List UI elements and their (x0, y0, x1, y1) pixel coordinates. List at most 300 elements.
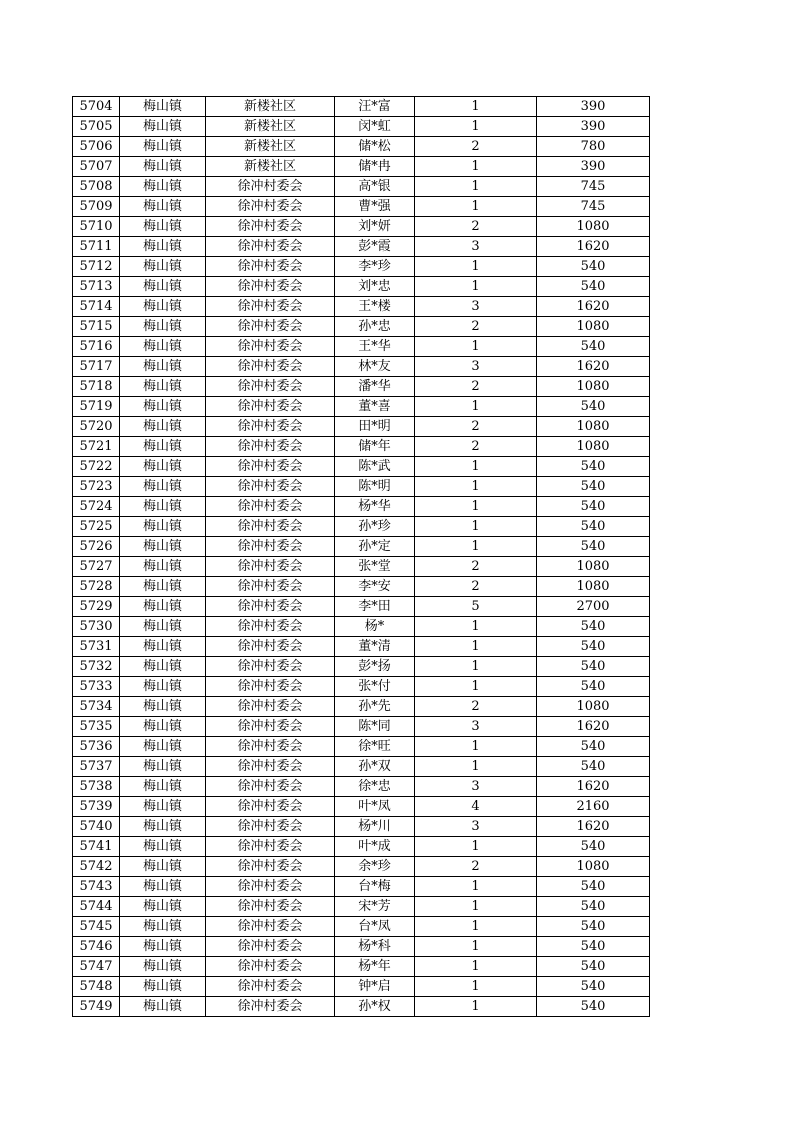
table-row (73, 497, 650, 517)
town-cell: 梅山镇 (120, 217, 206, 237)
table-row (73, 937, 650, 957)
table-row (73, 97, 650, 117)
count-cell: 1 (415, 657, 537, 677)
name-cell: 孙*权 (335, 997, 415, 1017)
community-cell: 徐冲村委会 (206, 977, 335, 997)
community-cell: 徐冲村委会 (206, 877, 335, 897)
name-cell: 余*珍 (335, 857, 415, 877)
town-cell: 梅山镇 (120, 877, 206, 897)
name-cell: 孙*先 (335, 697, 415, 717)
count-cell: 1 (415, 97, 537, 117)
count-cell: 1 (415, 677, 537, 697)
count-cell: 2 (415, 437, 537, 457)
town-cell: 梅山镇 (120, 517, 206, 537)
count-cell: 3 (415, 297, 537, 317)
count-cell: 3 (415, 717, 537, 737)
community-cell: 徐冲村委会 (206, 437, 335, 457)
count-cell: 1 (415, 537, 537, 557)
serial-number-cell: 5711 (73, 237, 120, 257)
serial-number-cell: 5746 (73, 937, 120, 957)
name-cell: 刘*忠 (335, 277, 415, 297)
table-row (73, 897, 650, 917)
name-cell: 储*冉 (335, 157, 415, 177)
community-cell: 徐冲村委会 (206, 557, 335, 577)
town-cell: 梅山镇 (120, 817, 206, 837)
serial-number-cell: 5743 (73, 877, 120, 897)
amount-cell: 1620 (537, 777, 650, 797)
town-cell: 梅山镇 (120, 617, 206, 637)
table-row (73, 957, 650, 977)
table-row (73, 977, 650, 997)
name-cell: 储*年 (335, 437, 415, 457)
serial-number-cell: 5708 (73, 177, 120, 197)
town-cell: 梅山镇 (120, 977, 206, 997)
table-row (73, 237, 650, 257)
community-cell: 徐冲村委会 (206, 217, 335, 237)
serial-number-cell: 5719 (73, 397, 120, 417)
table-row (73, 537, 650, 557)
town-cell: 梅山镇 (120, 997, 206, 1017)
town-cell: 梅山镇 (120, 477, 206, 497)
serial-number-cell: 5737 (73, 757, 120, 777)
amount-cell: 1080 (537, 217, 650, 237)
count-cell: 1 (415, 517, 537, 537)
serial-number-cell: 5749 (73, 997, 120, 1017)
table-row (73, 337, 650, 357)
name-cell: 李*安 (335, 577, 415, 597)
name-cell: 孙*双 (335, 757, 415, 777)
community-cell: 徐冲村委会 (206, 517, 335, 537)
serial-number-cell: 5741 (73, 837, 120, 857)
amount-cell: 2160 (537, 797, 650, 817)
table-row (73, 417, 650, 437)
town-cell: 梅山镇 (120, 717, 206, 737)
community-cell: 新楼社区 (206, 137, 335, 157)
town-cell: 梅山镇 (120, 697, 206, 717)
serial-number-cell: 5720 (73, 417, 120, 437)
name-cell: 台*梅 (335, 877, 415, 897)
count-cell: 1 (415, 397, 537, 417)
name-cell: 彭*扬 (335, 657, 415, 677)
community-cell: 徐冲村委会 (206, 477, 335, 497)
table-row (73, 857, 650, 877)
name-cell: 徐*旺 (335, 737, 415, 757)
table-row (73, 677, 650, 697)
count-cell: 1 (415, 937, 537, 957)
count-cell: 1 (415, 957, 537, 977)
town-cell: 梅山镇 (120, 957, 206, 977)
count-cell: 2 (415, 217, 537, 237)
community-cell: 徐冲村委会 (206, 337, 335, 357)
count-cell: 1 (415, 877, 537, 897)
count-cell: 1 (415, 977, 537, 997)
serial-number-cell: 5740 (73, 817, 120, 837)
community-cell: 徐冲村委会 (206, 497, 335, 517)
table-row (73, 657, 650, 677)
amount-cell: 1620 (537, 237, 650, 257)
name-cell: 台*凤 (335, 917, 415, 937)
count-cell: 1 (415, 497, 537, 517)
town-cell: 梅山镇 (120, 637, 206, 657)
table-row (73, 617, 650, 637)
name-cell: 田*明 (335, 417, 415, 437)
name-cell: 钟*启 (335, 977, 415, 997)
table-row (73, 137, 650, 157)
count-cell: 1 (415, 997, 537, 1017)
count-cell: 1 (415, 737, 537, 757)
town-cell: 梅山镇 (120, 437, 206, 457)
name-cell: 彭*霞 (335, 237, 415, 257)
town-cell: 梅山镇 (120, 277, 206, 297)
serial-number-cell: 5736 (73, 737, 120, 757)
amount-cell: 540 (537, 617, 650, 637)
community-cell: 徐冲村委会 (206, 237, 335, 257)
name-cell: 李*田 (335, 597, 415, 617)
serial-number-cell: 5731 (73, 637, 120, 657)
serial-number-cell: 5712 (73, 257, 120, 277)
table-row (73, 117, 650, 137)
community-cell: 徐冲村委会 (206, 697, 335, 717)
name-cell: 杨* (335, 617, 415, 637)
amount-cell: 390 (537, 117, 650, 137)
table-row (73, 217, 650, 237)
table-row (73, 777, 650, 797)
data-table (72, 96, 650, 1017)
serial-number-cell: 5748 (73, 977, 120, 997)
town-cell: 梅山镇 (120, 397, 206, 417)
table-row (73, 377, 650, 397)
town-cell: 梅山镇 (120, 197, 206, 217)
table-row (73, 477, 650, 497)
serial-number-cell: 5735 (73, 717, 120, 737)
serial-number-cell: 5718 (73, 377, 120, 397)
name-cell: 孙*珍 (335, 517, 415, 537)
town-cell: 梅山镇 (120, 857, 206, 877)
amount-cell: 540 (537, 917, 650, 937)
name-cell: 陈*同 (335, 717, 415, 737)
community-cell: 徐冲村委会 (206, 277, 335, 297)
amount-cell: 540 (537, 737, 650, 757)
community-cell: 徐冲村委会 (206, 537, 335, 557)
table-row (73, 837, 650, 857)
count-cell: 1 (415, 177, 537, 197)
community-cell: 徐冲村委会 (206, 457, 335, 477)
amount-cell: 1080 (537, 437, 650, 457)
count-cell: 1 (415, 257, 537, 277)
count-cell: 2 (415, 577, 537, 597)
serial-number-cell: 5705 (73, 117, 120, 137)
amount-cell: 390 (537, 157, 650, 177)
count-cell: 1 (415, 617, 537, 637)
count-cell: 3 (415, 817, 537, 837)
amount-cell: 780 (537, 137, 650, 157)
serial-number-cell: 5716 (73, 337, 120, 357)
serial-number-cell: 5704 (73, 97, 120, 117)
town-cell: 梅山镇 (120, 777, 206, 797)
amount-cell: 1080 (537, 377, 650, 397)
town-cell: 梅山镇 (120, 537, 206, 557)
amount-cell: 540 (537, 337, 650, 357)
table-row (73, 157, 650, 177)
table-row (73, 557, 650, 577)
community-cell: 徐冲村委会 (206, 297, 335, 317)
table-row (73, 317, 650, 337)
amount-cell: 1620 (537, 717, 650, 737)
count-cell: 1 (415, 917, 537, 937)
name-cell: 高*银 (335, 177, 415, 197)
town-cell: 梅山镇 (120, 737, 206, 757)
count-cell: 2 (415, 417, 537, 437)
amount-cell: 540 (537, 877, 650, 897)
amount-cell: 390 (537, 97, 650, 117)
community-cell: 徐冲村委会 (206, 677, 335, 697)
count-cell: 1 (415, 157, 537, 177)
count-cell: 3 (415, 237, 537, 257)
serial-number-cell: 5723 (73, 477, 120, 497)
community-cell: 徐冲村委会 (206, 897, 335, 917)
table-row (73, 277, 650, 297)
name-cell: 曹*强 (335, 197, 415, 217)
town-cell: 梅山镇 (120, 357, 206, 377)
community-cell: 徐冲村委会 (206, 177, 335, 197)
amount-cell: 1080 (537, 417, 650, 437)
count-cell: 3 (415, 357, 537, 377)
town-cell: 梅山镇 (120, 117, 206, 137)
amount-cell: 540 (537, 937, 650, 957)
town-cell: 梅山镇 (120, 317, 206, 337)
serial-number-cell: 5744 (73, 897, 120, 917)
amount-cell: 745 (537, 177, 650, 197)
community-cell: 徐冲村委会 (206, 937, 335, 957)
town-cell: 梅山镇 (120, 497, 206, 517)
community-cell: 徐冲村委会 (206, 917, 335, 937)
town-cell: 梅山镇 (120, 237, 206, 257)
amount-cell: 540 (537, 957, 650, 977)
town-cell: 梅山镇 (120, 897, 206, 917)
count-cell: 3 (415, 777, 537, 797)
town-cell: 梅山镇 (120, 377, 206, 397)
count-cell: 1 (415, 837, 537, 857)
count-cell: 1 (415, 457, 537, 477)
amount-cell: 1080 (537, 557, 650, 577)
town-cell: 梅山镇 (120, 337, 206, 357)
serial-number-cell: 5724 (73, 497, 120, 517)
table-row (73, 817, 650, 837)
table-row (73, 397, 650, 417)
amount-cell: 1620 (537, 357, 650, 377)
serial-number-cell: 5742 (73, 857, 120, 877)
serial-number-cell: 5715 (73, 317, 120, 337)
serial-number-cell: 5709 (73, 197, 120, 217)
amount-cell: 540 (537, 677, 650, 697)
serial-number-cell: 5726 (73, 537, 120, 557)
community-cell: 徐冲村委会 (206, 357, 335, 377)
community-cell: 徐冲村委会 (206, 757, 335, 777)
name-cell: 陈*明 (335, 477, 415, 497)
name-cell: 王*华 (335, 337, 415, 357)
count-cell: 2 (415, 697, 537, 717)
table-row (73, 577, 650, 597)
town-cell: 梅山镇 (120, 797, 206, 817)
town-cell: 梅山镇 (120, 557, 206, 577)
serial-number-cell: 5714 (73, 297, 120, 317)
name-cell: 杨*年 (335, 957, 415, 977)
serial-number-cell: 5738 (73, 777, 120, 797)
name-cell: 刘*妍 (335, 217, 415, 237)
town-cell: 梅山镇 (120, 257, 206, 277)
community-cell: 徐冲村委会 (206, 597, 335, 617)
serial-number-cell: 5713 (73, 277, 120, 297)
count-cell: 1 (415, 757, 537, 777)
serial-number-cell: 5706 (73, 137, 120, 157)
amount-cell: 540 (537, 837, 650, 857)
amount-cell: 540 (537, 517, 650, 537)
table-row (73, 517, 650, 537)
community-cell: 徐冲村委会 (206, 817, 335, 837)
serial-number-cell: 5721 (73, 437, 120, 457)
town-cell: 梅山镇 (120, 177, 206, 197)
count-cell: 1 (415, 637, 537, 657)
town-cell: 梅山镇 (120, 837, 206, 857)
table-row (73, 717, 650, 737)
table-row (73, 697, 650, 717)
table-row (73, 457, 650, 477)
count-cell: 4 (415, 797, 537, 817)
serial-number-cell: 5729 (73, 597, 120, 617)
count-cell: 1 (415, 277, 537, 297)
table-row (73, 437, 650, 457)
name-cell: 张*堂 (335, 557, 415, 577)
name-cell: 董*喜 (335, 397, 415, 417)
table-row (73, 297, 650, 317)
town-cell: 梅山镇 (120, 937, 206, 957)
table-row (73, 917, 650, 937)
amount-cell: 1080 (537, 697, 650, 717)
amount-cell: 540 (537, 457, 650, 477)
serial-number-cell: 5727 (73, 557, 120, 577)
count-cell: 1 (415, 477, 537, 497)
community-cell: 徐冲村委会 (206, 997, 335, 1017)
town-cell: 梅山镇 (120, 597, 206, 617)
town-cell: 梅山镇 (120, 677, 206, 697)
table-row (73, 637, 650, 657)
amount-cell: 540 (537, 277, 650, 297)
community-cell: 徐冲村委会 (206, 717, 335, 737)
community-cell: 新楼社区 (206, 157, 335, 177)
name-cell: 李*珍 (335, 257, 415, 277)
name-cell: 汪*富 (335, 97, 415, 117)
serial-number-cell: 5717 (73, 357, 120, 377)
name-cell: 王*楼 (335, 297, 415, 317)
serial-number-cell: 5734 (73, 697, 120, 717)
community-cell: 徐冲村委会 (206, 397, 335, 417)
amount-cell: 1620 (537, 297, 650, 317)
community-cell: 徐冲村委会 (206, 857, 335, 877)
table-row (73, 757, 650, 777)
name-cell: 孙*定 (335, 537, 415, 557)
amount-cell: 540 (537, 977, 650, 997)
amount-cell: 540 (537, 397, 650, 417)
serial-number-cell: 5733 (73, 677, 120, 697)
table-row (73, 877, 650, 897)
table-row (73, 997, 650, 1017)
name-cell: 林*友 (335, 357, 415, 377)
amount-cell: 540 (537, 757, 650, 777)
serial-number-cell: 5725 (73, 517, 120, 537)
serial-number-cell: 5739 (73, 797, 120, 817)
serial-number-cell: 5707 (73, 157, 120, 177)
count-cell: 1 (415, 897, 537, 917)
name-cell: 徐*忠 (335, 777, 415, 797)
amount-cell: 540 (537, 637, 650, 657)
count-cell: 2 (415, 857, 537, 877)
amount-cell: 2700 (537, 597, 650, 617)
serial-number-cell: 5732 (73, 657, 120, 677)
name-cell: 孙*忠 (335, 317, 415, 337)
amount-cell: 1080 (537, 317, 650, 337)
name-cell: 闵*虹 (335, 117, 415, 137)
town-cell: 梅山镇 (120, 657, 206, 677)
amount-cell: 540 (537, 537, 650, 557)
town-cell: 梅山镇 (120, 457, 206, 477)
name-cell: 潘*华 (335, 377, 415, 397)
community-cell: 徐冲村委会 (206, 777, 335, 797)
table-row (73, 197, 650, 217)
name-cell: 张*付 (335, 677, 415, 697)
count-cell: 2 (415, 377, 537, 397)
amount-cell: 540 (537, 897, 650, 917)
community-cell: 徐冲村委会 (206, 737, 335, 757)
count-cell: 1 (415, 337, 537, 357)
town-cell: 梅山镇 (120, 917, 206, 937)
town-cell: 梅山镇 (120, 297, 206, 317)
town-cell: 梅山镇 (120, 757, 206, 777)
name-cell: 储*松 (335, 137, 415, 157)
table-body (73, 97, 650, 1017)
community-cell: 新楼社区 (206, 117, 335, 137)
community-cell: 徐冲村委会 (206, 257, 335, 277)
serial-number-cell: 5710 (73, 217, 120, 237)
serial-number-cell: 5730 (73, 617, 120, 637)
town-cell: 梅山镇 (120, 97, 206, 117)
count-cell: 1 (415, 117, 537, 137)
community-cell: 徐冲村委会 (206, 657, 335, 677)
town-cell: 梅山镇 (120, 137, 206, 157)
community-cell: 徐冲村委会 (206, 797, 335, 817)
amount-cell: 1080 (537, 857, 650, 877)
name-cell: 杨*川 (335, 817, 415, 837)
community-cell: 徐冲村委会 (206, 317, 335, 337)
name-cell: 叶*成 (335, 837, 415, 857)
community-cell: 徐冲村委会 (206, 377, 335, 397)
table-row (73, 797, 650, 817)
count-cell: 2 (415, 557, 537, 577)
table-row (73, 737, 650, 757)
name-cell: 杨*科 (335, 937, 415, 957)
serial-number-cell: 5747 (73, 957, 120, 977)
community-cell: 徐冲村委会 (206, 197, 335, 217)
community-cell: 徐冲村委会 (206, 957, 335, 977)
table-row (73, 597, 650, 617)
table-row (73, 257, 650, 277)
name-cell: 宋*芳 (335, 897, 415, 917)
serial-number-cell: 5745 (73, 917, 120, 937)
community-cell: 徐冲村委会 (206, 617, 335, 637)
community-cell: 徐冲村委会 (206, 577, 335, 597)
town-cell: 梅山镇 (120, 157, 206, 177)
count-cell: 5 (415, 597, 537, 617)
table-row (73, 177, 650, 197)
